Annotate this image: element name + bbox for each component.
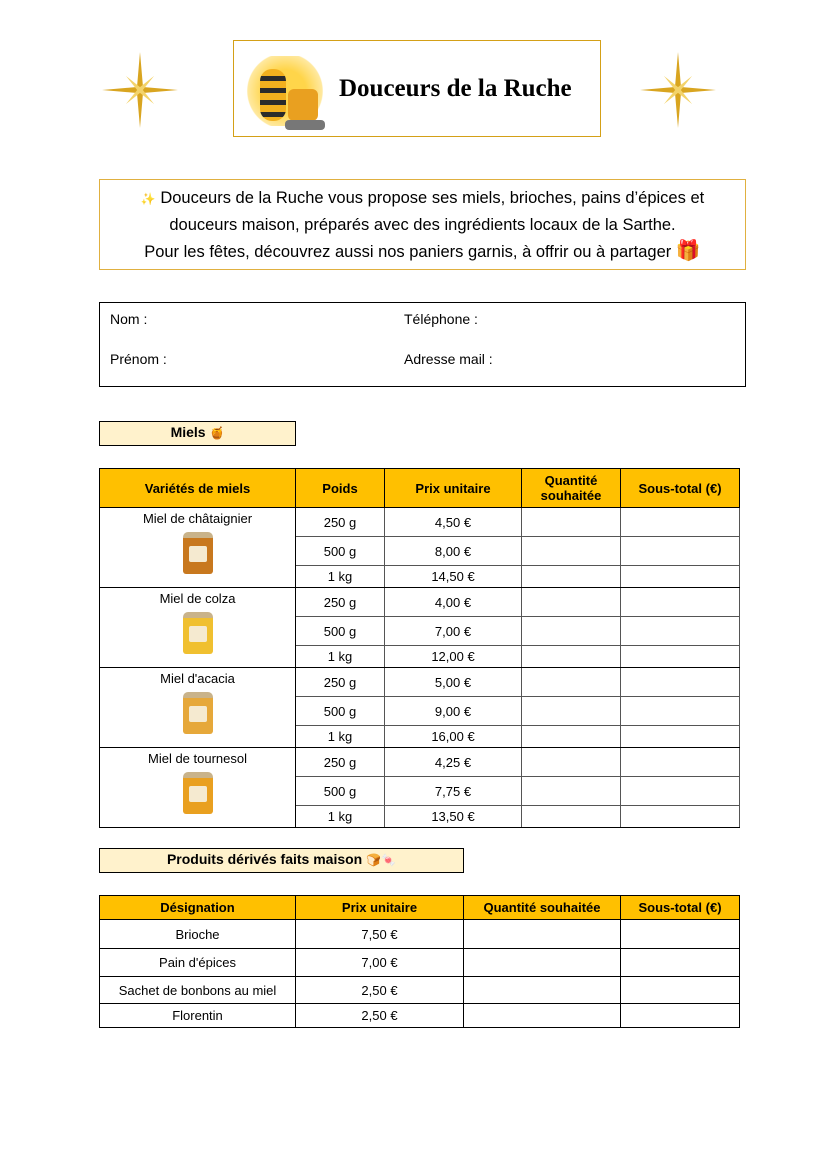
column-header: Désignation <box>100 896 296 920</box>
price-cell: 4,50 € <box>385 508 522 537</box>
quantity-input[interactable] <box>522 566 621 588</box>
price-cell: 2,50 € <box>296 1004 464 1028</box>
price-cell: 7,75 € <box>385 777 522 806</box>
price-cell: 16,00 € <box>385 726 522 748</box>
subtotal-cell[interactable] <box>621 920 740 949</box>
price-cell: 7,50 € <box>296 920 464 949</box>
quantity-input[interactable] <box>464 920 621 949</box>
variety-name: Miel d'acacia <box>160 671 235 686</box>
quantity-input[interactable] <box>464 949 621 977</box>
price-cell: 8,00 € <box>385 537 522 566</box>
intro-line: Pour les fêtes, découvrez aussi nos paniers garnis, à offrir ou à partager <box>144 243 672 261</box>
subtotal-cell[interactable] <box>621 806 740 828</box>
weight-cell: 1 kg <box>296 806 385 828</box>
subtotal-cell[interactable] <box>621 646 740 668</box>
quantity-input[interactable] <box>522 646 621 668</box>
variety-cell <box>100 668 296 748</box>
weight-cell: 1 kg <box>296 566 385 588</box>
gift-icon: 🎁 <box>675 240 701 262</box>
table-row <box>100 920 740 949</box>
honey-jar-image <box>183 772 213 814</box>
prenom-field[interactable]: Prénom : <box>110 351 167 367</box>
quantity-input[interactable] <box>522 668 621 697</box>
sparkle-star-icon <box>100 50 180 130</box>
quantity-input[interactable] <box>522 508 621 537</box>
weight-cell: 250 g <box>296 508 385 537</box>
table-row <box>100 977 740 1004</box>
subtotal-cell[interactable] <box>621 777 740 806</box>
variety-name: Miel de châtaignier <box>142 511 253 526</box>
column-header: Prix unitaire <box>296 896 464 920</box>
subtotal-cell[interactable] <box>621 537 740 566</box>
column-header: Quantité souhaitée <box>522 469 621 508</box>
variety-cell <box>100 588 296 668</box>
price-cell: 5,00 € <box>385 668 522 697</box>
weight-cell: 500 g <box>296 617 385 646</box>
quantity-input[interactable] <box>522 777 621 806</box>
variety-name: Miel de tournesol <box>148 751 247 766</box>
price-cell: 7,00 € <box>296 949 464 977</box>
quantity-input[interactable] <box>522 806 621 828</box>
price-cell: 2,50 € <box>296 977 464 1004</box>
price-cell: 4,00 € <box>385 588 522 617</box>
column-header: Sous-total (€) <box>621 469 740 508</box>
quantity-input[interactable] <box>522 726 621 748</box>
intro-line: douceurs maison, préparés avec des ingrédients locaux de la Sarthe. <box>169 216 676 234</box>
column-header: Poids <box>296 469 385 508</box>
product-name: Florentin <box>100 1004 296 1028</box>
quantity-input[interactable] <box>522 588 621 617</box>
brand-title: Douceurs de la Ruche <box>339 74 572 102</box>
subtotal-cell[interactable] <box>621 668 740 697</box>
quantity-input[interactable] <box>522 617 621 646</box>
price-cell: 4,25 € <box>385 748 522 777</box>
subtotal-cell[interactable] <box>621 748 740 777</box>
quantity-input[interactable] <box>464 1004 621 1028</box>
intro-box <box>99 179 746 270</box>
weight-cell: 250 g <box>296 668 385 697</box>
customer-info-box <box>99 302 746 387</box>
quantity-input[interactable] <box>522 537 621 566</box>
sparkle-icon: ✨ <box>140 192 156 206</box>
product-name: Sachet de bonbons au miel <box>100 977 296 1004</box>
subtotal-cell[interactable] <box>621 508 740 537</box>
subtotal-cell[interactable] <box>621 588 740 617</box>
section-title: Miels <box>170 424 206 440</box>
weight-cell: 250 g <box>296 588 385 617</box>
table-row <box>100 748 740 777</box>
subtotal-cell[interactable] <box>621 949 740 977</box>
table-row <box>100 949 740 977</box>
subtotal-cell[interactable] <box>621 1004 740 1028</box>
nom-field[interactable]: Nom : <box>110 311 148 327</box>
weight-cell: 500 g <box>296 697 385 726</box>
produits-table <box>99 895 740 1028</box>
quantity-input[interactable] <box>464 977 621 1004</box>
bread-candy-icon: 🍞🍬 <box>366 853 397 867</box>
produits-section-label <box>99 848 464 873</box>
subtotal-cell[interactable] <box>621 617 740 646</box>
quantity-input[interactable] <box>522 697 621 726</box>
intro-line: Douceurs de la Ruche vous propose ses miels, brioches, pains d’épices et <box>160 189 705 207</box>
table-row <box>100 1004 740 1028</box>
weight-cell: 1 kg <box>296 726 385 748</box>
product-name: Brioche <box>100 920 296 949</box>
price-cell: 12,00 € <box>385 646 522 668</box>
sparkle-star-icon <box>638 50 718 130</box>
weight-cell: 500 g <box>296 777 385 806</box>
column-header: Quantité souhaitée <box>464 896 621 920</box>
weight-cell: 250 g <box>296 748 385 777</box>
price-cell: 13,50 € <box>385 806 522 828</box>
honey-pot-icon: 🍯 <box>209 426 225 440</box>
product-name: Pain d'épices <box>100 949 296 977</box>
table-row <box>100 508 740 537</box>
price-cell: 14,50 € <box>385 566 522 588</box>
table-row <box>100 668 740 697</box>
honey-jar-image <box>183 532 213 574</box>
subtotal-cell[interactable] <box>621 977 740 1004</box>
variety-cell <box>100 508 296 588</box>
miels-table <box>99 468 740 828</box>
telephone-field[interactable]: Téléphone : <box>404 311 478 327</box>
price-cell: 7,00 € <box>385 617 522 646</box>
variety-cell <box>100 748 296 828</box>
subtotal-cell[interactable] <box>621 726 740 748</box>
honey-jar-image <box>183 692 213 734</box>
honey-jar-image <box>183 612 213 654</box>
column-header: Variétés de miels <box>100 469 296 508</box>
weight-cell: 500 g <box>296 537 385 566</box>
email-field[interactable]: Adresse mail : <box>404 351 493 367</box>
variety-name: Miel de colza <box>159 591 236 606</box>
column-header: Prix unitaire <box>385 469 522 508</box>
miels-section-label <box>99 421 296 446</box>
section-title: Produits dérivés faits maison <box>166 851 363 867</box>
table-row <box>100 588 740 617</box>
bee-logo-icon <box>240 44 335 134</box>
quantity-input[interactable] <box>522 748 621 777</box>
logo-banner <box>233 40 601 137</box>
price-cell: 9,00 € <box>385 697 522 726</box>
subtotal-cell[interactable] <box>621 697 740 726</box>
column-header: Sous-total (€) <box>621 896 740 920</box>
subtotal-cell[interactable] <box>621 566 740 588</box>
weight-cell: 1 kg <box>296 646 385 668</box>
